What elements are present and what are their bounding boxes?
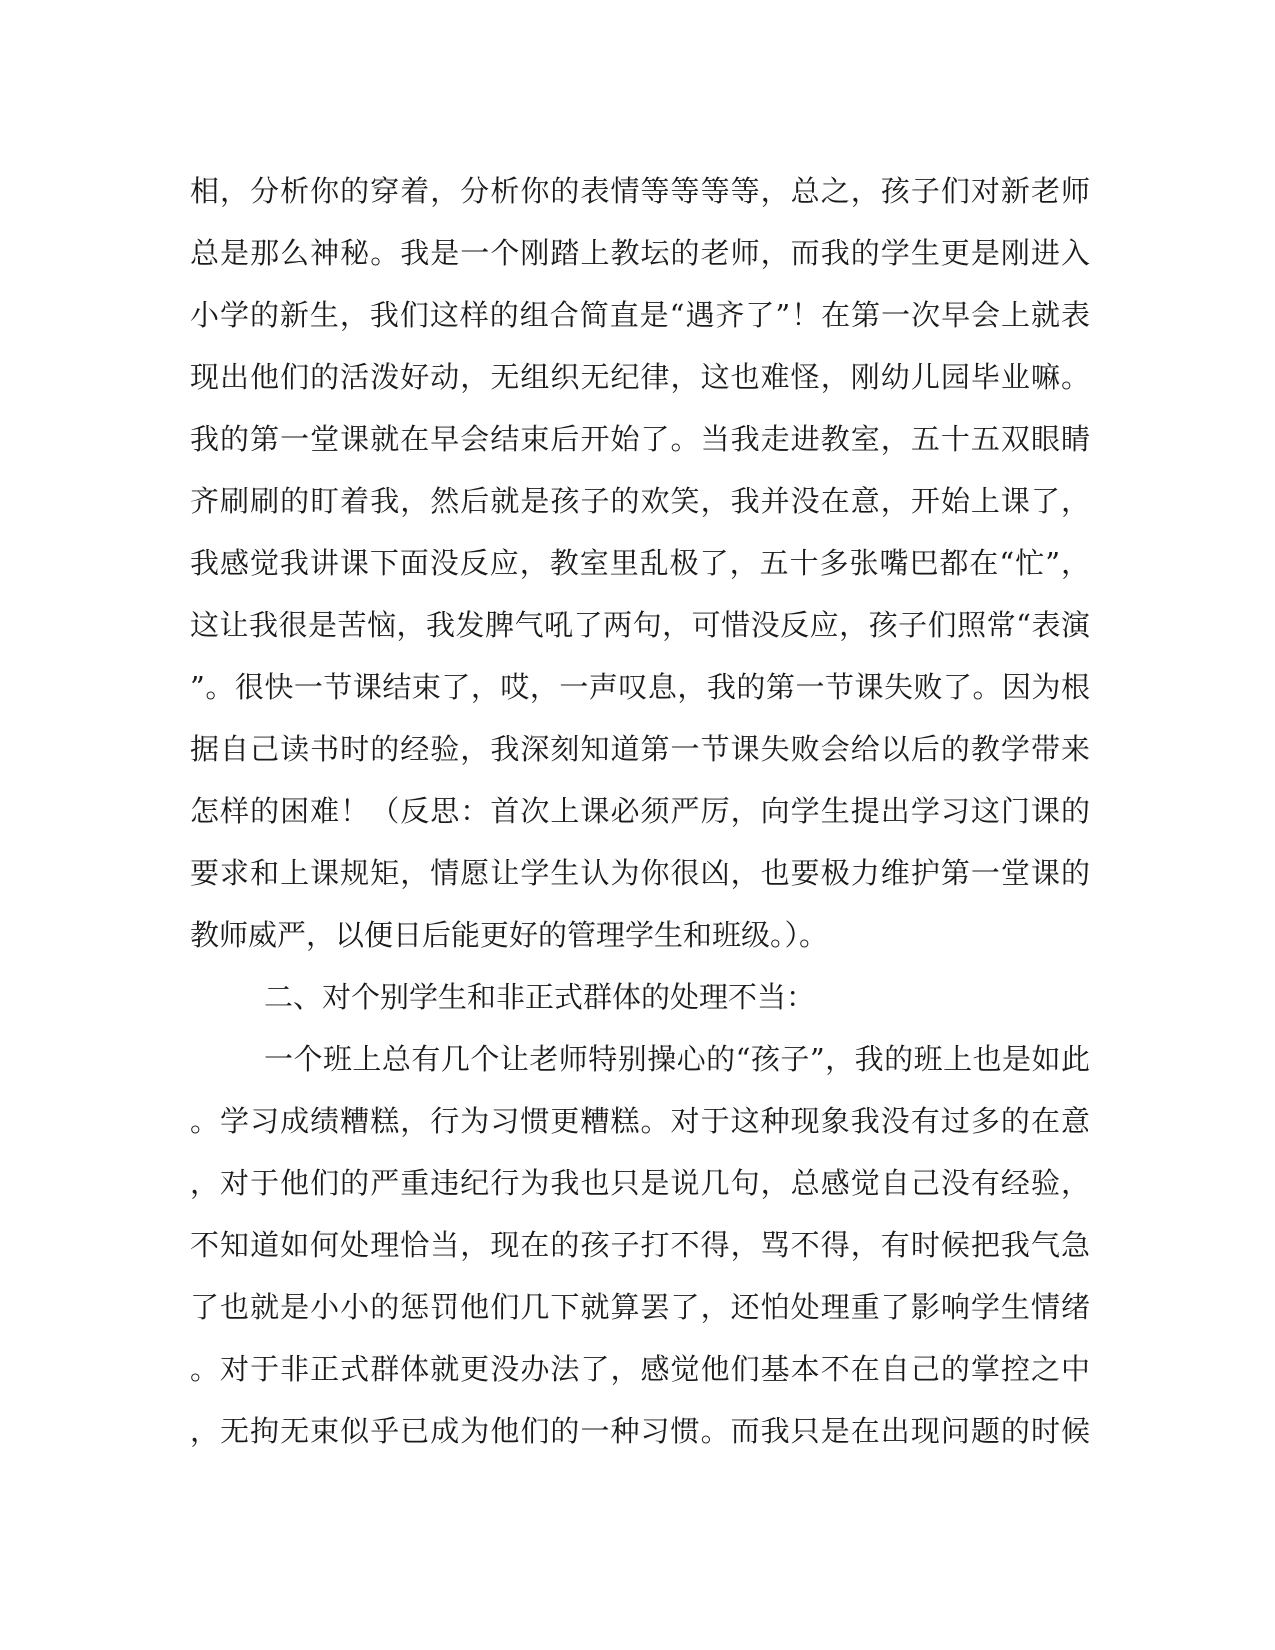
text-line: 。对于非正式群体就更没办法了，感觉他们基本不在自己的掌控之中: [190, 1352, 1090, 1386]
text-line: 现出他们的活泼好动，无组织无纪律，这也难怪，刚幼儿园毕业嘛。: [190, 360, 1090, 394]
text-line: 了也就是小小的惩罚他们几下就算罢了，还怕处理重了影响学生情绪: [190, 1290, 1090, 1324]
text-line: 据自己读书时的经验，我深刻知道第一节课失败会给以后的教学带来: [190, 732, 1090, 766]
text-line: ”。很快一节课结束了，哎，一声叹息，我的第一节课失败了。因为根: [190, 670, 1090, 704]
text-line: 教师威严，以便日后能更好的管理学生和班级。）。: [190, 918, 829, 952]
text-line: 要求和上课规矩，情愿让学生认为你很凶，也要极力维护第一堂课的: [190, 856, 1090, 890]
text-line: 不知道如何处理恰当，现在的孩子打不得，骂不得，有时候把我气急: [190, 1228, 1090, 1262]
text-line: 齐刷刷的盯着我，然后就是孩子的欢笑，我并没在意，开始上课了，: [190, 484, 1090, 518]
text-line: 我的第一堂课就在早会结束后开始了。当我走进教室，五十五双眼睛: [190, 422, 1090, 456]
text-line: 小学的新生，我们这样的组合简直是“遇齐了”！在第一次早会上就表: [190, 298, 1090, 332]
text-line: 我感觉我讲课下面没反应，教室里乱极了，五十多张嘴巴都在“忙”，: [190, 546, 1090, 580]
text-line: ，对于他们的严重违纪行为我也只是说几句，总感觉自己没有经验，: [190, 1166, 1090, 1200]
text-line: 一个班上总有几个让老师特别操心的“孩子”，我的班上也是如此: [264, 1042, 1090, 1076]
body-text: [190, 160, 1090, 1462]
text-line: ，无拘无束似乎已成为他们的一种习惯。而我只是在出现问题的时候: [190, 1414, 1090, 1448]
text-line: 相，分析你的穿着，分析你的表情等等等等，总之，孩子们对新老师: [190, 174, 1090, 208]
text-line: 总是那么神秘。我是一个刚踏上教坛的老师，而我的学生更是刚进入: [190, 236, 1090, 270]
text-line: 。学习成绩糟糕，行为习惯更糟糕。对于这种现象我没有过多的在意: [190, 1104, 1090, 1138]
section-heading: 二、对个别学生和非正式群体的处理不当：: [264, 980, 816, 1014]
text-line: 这让我很是苦恼，我发脾气吼了两句，可惜没反应，孩子们照常“表演: [190, 608, 1090, 642]
text-line: 怎样的困难！（反思：首次上课必须严厉，向学生提出学习这门课的: [190, 794, 1090, 828]
